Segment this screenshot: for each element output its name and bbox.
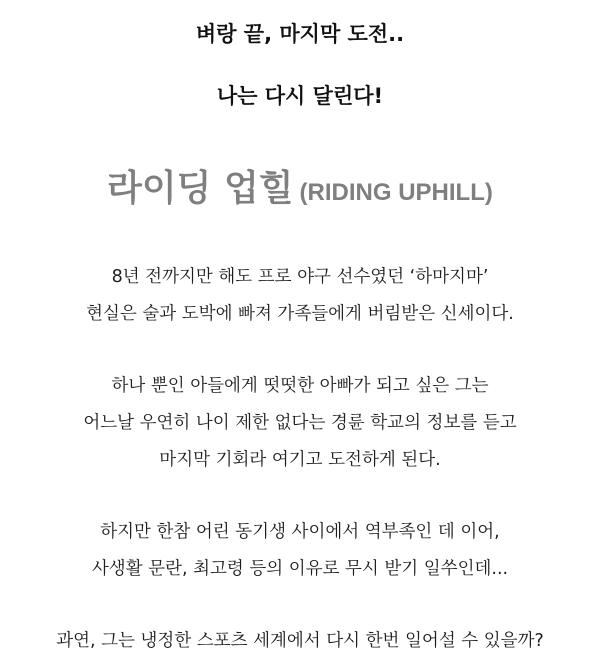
paragraph-3-line-1: 하지만 한참 어린 동기생 사이에서 역부족인 데 이어, bbox=[100, 522, 500, 542]
paragraph-3-line-2: 사생활 문란, 최고령 등의 이유로 무시 받기 일쑤인데... bbox=[91, 559, 509, 579]
tagline-line-1: 벼랑 끝, 마지막 도전.. bbox=[195, 22, 405, 46]
paragraph-1-line-1: 8년 전까지만 해도 프로 야구 선수였던 ‘하마지마’ bbox=[111, 267, 489, 287]
paragraph-1-line-2: 현실은 술과 도박에 빠져 가족들에게 버림받은 신세이다. bbox=[86, 304, 514, 324]
movie-title bbox=[0, 160, 600, 211]
paragraph-2-line-3: 마지막 기회라 여기고 도전하게 된다. bbox=[159, 450, 441, 470]
paragraph-2-line-1: 하나 뿐인 아들에게 떳떳한 아빠가 되고 싶은 그는 bbox=[111, 376, 489, 396]
paragraph-2-line-2: 어느날 우연히 나이 제한 없다는 경륜 학교의 정보를 듣고 bbox=[83, 413, 517, 433]
tagline-line-2: 나는 다시 달린다! bbox=[216, 84, 384, 108]
paragraph-4-line-1: 과연, 그는 냉정한 스포츠 세계에서 다시 한번 일어설 수 있을까? bbox=[56, 631, 544, 651]
movie-title-english: (RIDING UPHILL) bbox=[299, 179, 493, 206]
movie-title-korean: 라이딩 업힐 bbox=[107, 168, 294, 209]
